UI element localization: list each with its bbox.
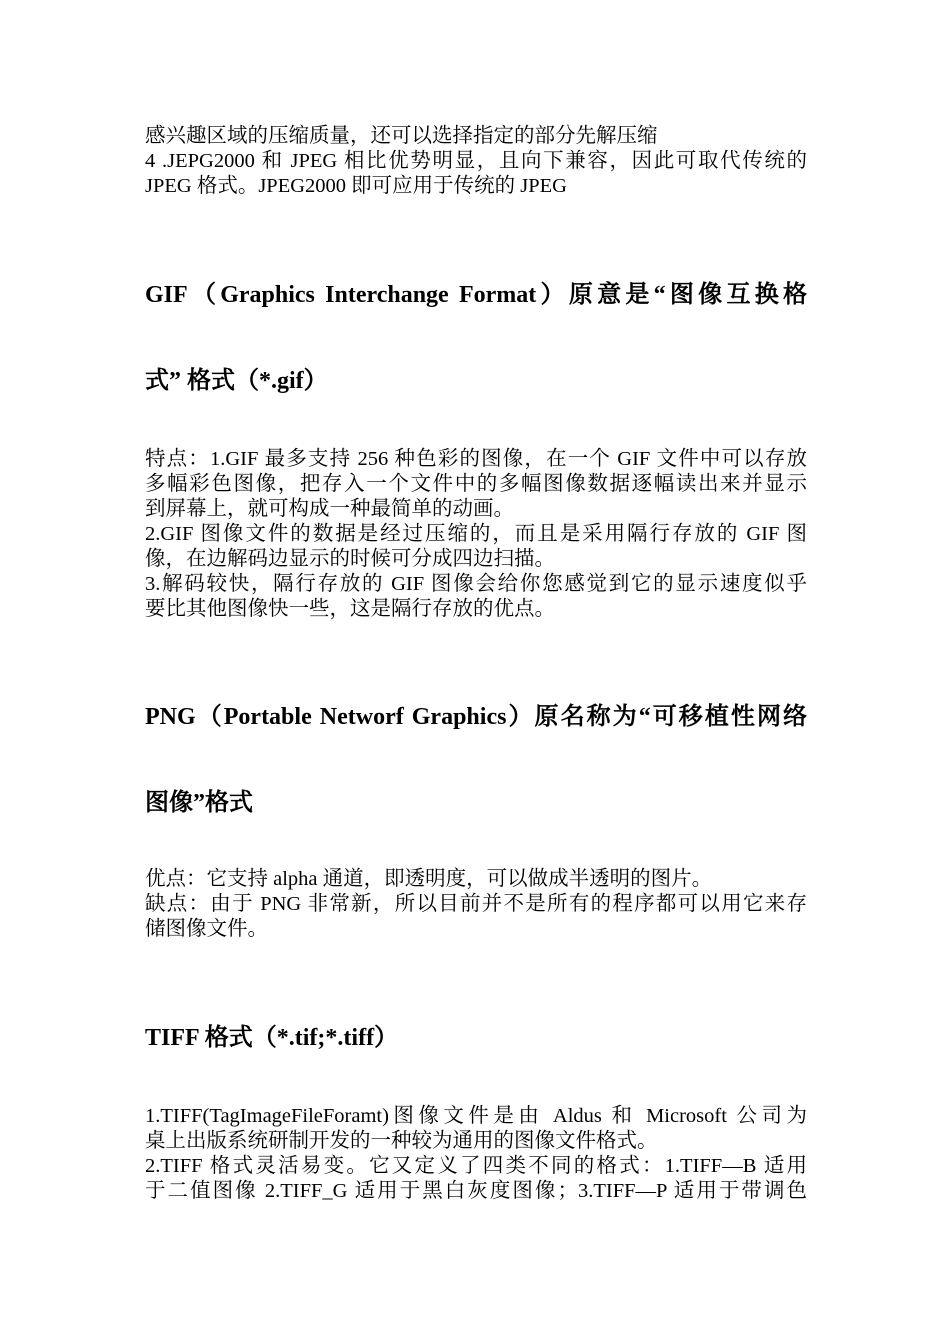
png-heading-line-2: 图像”格式	[145, 790, 253, 816]
gif-paragraph-line-1: 特点：1.GIF 最多支持 256 种色彩的图像，在一个 GIF 文件中可以存放	[145, 448, 807, 470]
tiff-paragraph-line-4: 于二值图像 2.TIFF_G 适用于黑白灰度图像；3.TIFF—P 适用于带调色	[145, 1180, 807, 1202]
tiff-heading: TIFF 格式（*.tif;*.tiff）	[145, 1025, 399, 1051]
gif-paragraph-line-7: 要比其他图像快一些，这是隔行存放的优点。	[145, 598, 555, 620]
gif-paragraph-line-5: 像，在边解码边显示的时候可分成四边扫描。	[145, 548, 555, 570]
jpeg2000-line-1: 感兴趣区域的压缩质量，还可以选择指定的部分先解压缩	[145, 125, 658, 147]
tiff-paragraph-line-1: 1.TIFF(TagImageFileForamt)图像文件是由 Aldus 和 Microsoft 公司为	[145, 1105, 807, 1127]
gif-paragraph-line-6: 3.解码较快，隔行存放的 GIF 图像会给你您感觉到它的显示速度似乎	[145, 573, 807, 595]
png-paragraph-line-1: 优点：它支持 alpha 通道，即透明度，可以做成半透明的图片。	[145, 868, 713, 890]
jpeg2000-line-3: JPEG 格式。JPEG2000 即可应用于传统的 JPEG	[145, 175, 567, 197]
jpeg2000-line-2: 4 .JEPG2000 和 JPEG 相比优势明显，且向下兼容，因此可取代传统的	[145, 150, 807, 172]
gif-paragraph-line-3: 到屏幕上，就可构成一种最简单的动画。	[145, 498, 514, 520]
tiff-paragraph-line-2: 桌上出版系统研制开发的一种较为通用的图像文件格式。	[145, 1130, 658, 1152]
gif-paragraph-line-2: 多幅彩色图像，把存入一个文件中的多幅图像数据逐幅读出来并显示	[145, 473, 807, 495]
tiff-paragraph-line-3: 2.TIFF 格式灵活易变。它又定义了四类不同的格式：1.TIFF—B 适用	[145, 1155, 807, 1177]
gif-paragraph-line-4: 2.GIF 图像文件的数据是经过压缩的，而且是采用隔行存放的 GIF 图	[145, 523, 807, 545]
gif-heading-line-2: 式” 格式（*.gif）	[145, 368, 328, 394]
gif-heading-line-1: GIF（Graphics Interchange Format）原意是“图像互换格	[145, 282, 807, 308]
png-paragraph-line-2: 缺点：由于 PNG 非常新，所以目前并不是所有的程序都可以用它来存	[145, 893, 807, 915]
png-paragraph-line-3: 储图像文件。	[145, 918, 268, 940]
png-heading-line-1: PNG（Portable Networf Graphics）原名称为“可移植性网络	[145, 704, 807, 730]
